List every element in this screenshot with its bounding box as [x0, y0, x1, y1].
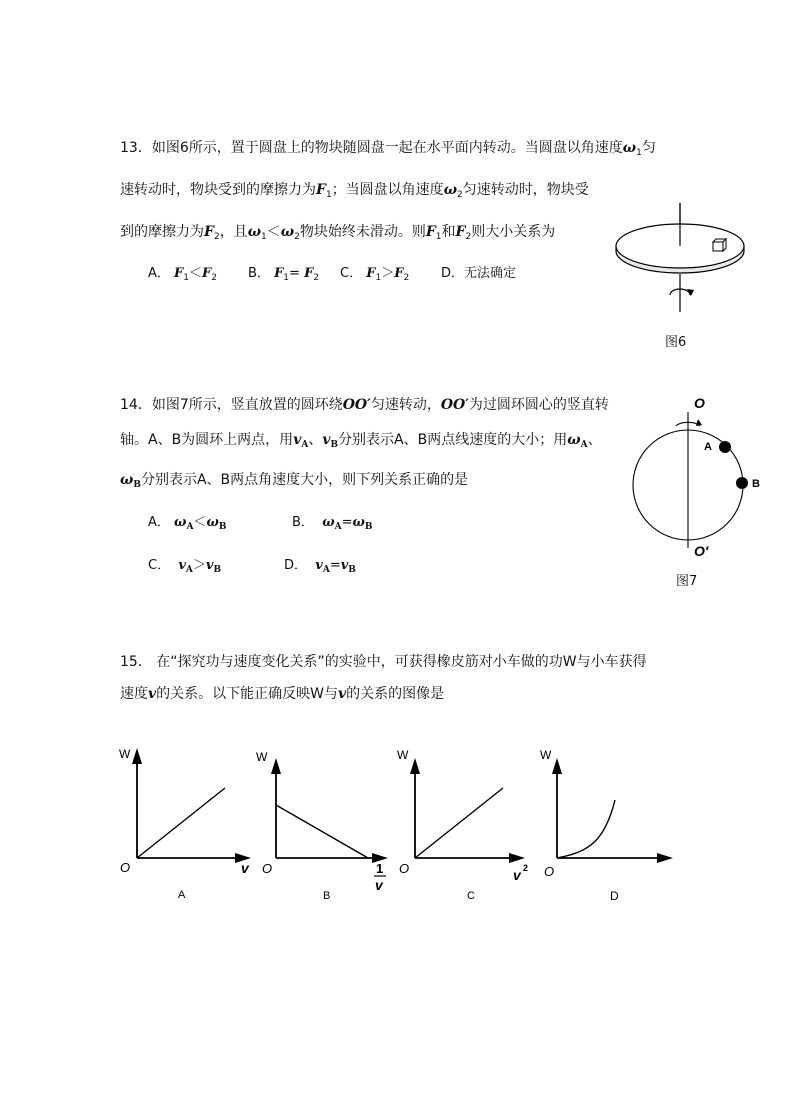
- subscript: B: [330, 440, 339, 450]
- omega-symbol: ω: [206, 515, 219, 530]
- option-label: B．: [248, 266, 270, 281]
- subscript: B: [133, 480, 141, 490]
- q14-option-a: [148, 513, 226, 537]
- subscript: A: [301, 440, 309, 450]
- velocity-symbol: v: [148, 686, 157, 702]
- graph-b: [252, 740, 402, 910]
- subscript: 1: [375, 273, 382, 283]
- subscript: A: [186, 522, 194, 532]
- subscript: B: [213, 565, 222, 575]
- greater-than: ＞: [192, 558, 206, 573]
- y-label: W: [540, 748, 552, 762]
- subscript: A: [322, 565, 330, 575]
- subscript: A: [334, 522, 342, 532]
- q14-text: 轴。A、B为圆环上两点，用: [120, 432, 294, 448]
- q15-text: 的关系的图像是: [346, 686, 445, 702]
- y-arrow-icon: [132, 748, 142, 764]
- graph-caption: B: [323, 890, 331, 902]
- origin-label: O: [262, 861, 273, 876]
- curve-line: [137, 788, 225, 858]
- label-o-prime: O′: [694, 543, 709, 559]
- subscript: 1: [636, 148, 642, 158]
- velocity-symbol: v: [340, 558, 349, 573]
- axis-symbol: OO′: [342, 397, 371, 413]
- curve-line: [557, 800, 615, 858]
- subscript: 2: [313, 273, 320, 283]
- graph-a: [115, 740, 265, 910]
- graph-c: [393, 740, 543, 910]
- omega-symbol: ω: [567, 432, 581, 448]
- subscript: 2: [211, 273, 217, 283]
- arrowhead-icon: [696, 419, 702, 426]
- force-symbol: F: [174, 266, 184, 281]
- y-arrow-icon: [271, 758, 281, 774]
- velocity-symbol: v: [293, 432, 302, 448]
- q14-text: 分别表示A、B两点线速度的大小；用: [338, 432, 568, 448]
- q13-line-2: [120, 180, 589, 205]
- omega-symbol: ω: [322, 515, 335, 530]
- equals: =: [289, 266, 300, 281]
- option-label: C．: [148, 558, 171, 573]
- subscript: A: [580, 440, 588, 450]
- q13-text: 匀: [641, 140, 656, 156]
- subscript: 2: [403, 273, 410, 283]
- q14-text: 匀速转动，: [370, 397, 441, 413]
- subscript: 1: [183, 273, 190, 283]
- q14-line-3: [120, 470, 468, 495]
- axis-symbol: OO′: [440, 397, 469, 413]
- velocity-symbol: v: [205, 558, 214, 573]
- omega-symbol: ω: [174, 515, 187, 530]
- graph-caption: A: [178, 889, 186, 901]
- y-label: W: [397, 748, 409, 762]
- q13-option-a: [148, 264, 217, 288]
- subscript: 1: [261, 232, 267, 242]
- point-a: [719, 441, 731, 453]
- subscript: B: [218, 522, 227, 532]
- less-than: ＜: [193, 515, 207, 530]
- label-o: O: [694, 395, 705, 411]
- q13-line-1: [120, 138, 656, 163]
- subscript: 1: [325, 190, 332, 200]
- option-label: A．: [148, 266, 170, 281]
- origin-label: O: [544, 864, 555, 879]
- q13-text: 13．如图6所示，置于圆盘上的物块随圆盘一起在水平面内转动。当圆盘以角速度: [120, 140, 623, 156]
- q14-line-2: [120, 430, 602, 455]
- force-symbol: F: [455, 224, 466, 240]
- option-label: B．: [292, 515, 314, 530]
- x-label: v: [513, 867, 521, 883]
- q14-option-d: [284, 556, 356, 580]
- q13-text: 匀速转动时，物块受: [462, 182, 589, 198]
- curve-line: [276, 805, 368, 858]
- x-label-exponent: 2: [523, 863, 529, 873]
- subscript: B: [348, 565, 356, 575]
- subscript: 2: [465, 232, 472, 242]
- less-than: ＜: [266, 224, 281, 240]
- q13-text: ；当圆盘以角速度: [331, 182, 444, 198]
- omega-symbol: ω: [280, 224, 295, 240]
- velocity-symbol: v: [337, 686, 347, 702]
- omega-symbol: ω: [352, 515, 365, 530]
- force-symbol: F: [202, 266, 212, 281]
- q13-text: 和: [441, 224, 456, 240]
- omega-symbol: ω: [443, 182, 458, 198]
- label-a: A: [704, 441, 712, 453]
- curve-line: [415, 788, 503, 858]
- q13-text: 物块始终未滑动。则: [299, 224, 426, 240]
- equals: =: [329, 558, 341, 573]
- q14-option-b: [292, 513, 372, 537]
- q13-line-3: [120, 222, 555, 247]
- q15-text: 的关系。以下能正确反映W与: [156, 686, 338, 702]
- arrowhead-icon: [687, 289, 694, 296]
- graph-caption: C: [467, 890, 475, 902]
- force-symbol: F: [425, 224, 436, 240]
- origin-label: O: [399, 861, 410, 876]
- q14-text: 为过圆环圆心的竖直转: [468, 397, 609, 413]
- q13-text: ，且: [219, 224, 248, 240]
- q13-text: 则大小关系为: [471, 224, 556, 240]
- subscript: 2: [457, 190, 463, 200]
- x-label-numerator: 1: [376, 861, 384, 876]
- omega-symbol: ω: [247, 224, 262, 240]
- separator: 、: [308, 432, 323, 448]
- figure-7-ring: [620, 390, 770, 570]
- option-label: D．无法确定: [441, 266, 517, 281]
- force-symbol: F: [394, 266, 404, 281]
- subscript: 2: [213, 232, 220, 242]
- greater-than: ＞: [381, 266, 395, 281]
- subscript: 1: [283, 273, 290, 283]
- y-label: W: [256, 750, 268, 764]
- force-symbol: F: [204, 224, 214, 240]
- subscript: 2: [294, 232, 300, 242]
- less-than: ＜: [189, 266, 203, 281]
- option-label: A．: [148, 515, 170, 530]
- q13-text: 到的摩擦力为: [120, 224, 204, 240]
- option-label: D．: [284, 558, 308, 573]
- graph-d: [535, 740, 685, 910]
- q15-line-1: 15． 在“探究功与速度变化关系”的实验中，可获得橡皮筋对小车做的功W与小车获得: [120, 654, 647, 670]
- subscript: 1: [435, 232, 442, 242]
- velocity-symbol: v: [322, 432, 331, 448]
- subscript: A: [185, 565, 193, 575]
- force-symbol: F: [316, 182, 326, 198]
- q14-text: 分别表示A、B两点角速度大小，则下列关系正确的是: [140, 472, 469, 488]
- omega-symbol: ω: [120, 472, 134, 488]
- q13-option-c: [340, 264, 409, 288]
- q14-option-c: [148, 556, 221, 580]
- y-label: W: [119, 747, 131, 761]
- graph-caption: D: [610, 889, 619, 903]
- q14-line-1: [120, 395, 609, 415]
- option-label: C．: [340, 266, 363, 281]
- q13-option-b: [248, 264, 319, 288]
- omega-symbol: ω: [622, 140, 637, 156]
- q14-text: 、: [587, 432, 602, 448]
- force-symbol: F: [366, 266, 376, 281]
- x-label-denominator: v: [375, 877, 383, 893]
- q13-option-d: [441, 264, 516, 284]
- q15-line-2: [120, 684, 444, 704]
- force-symbol: F: [304, 266, 314, 281]
- force-symbol: F: [274, 266, 284, 281]
- y-arrow-icon: [410, 758, 420, 774]
- velocity-symbol: v: [315, 558, 323, 573]
- q14-text: 14．如图7所示，竖直放置的圆环绕: [120, 397, 343, 413]
- figure-6-caption: 图6: [665, 335, 687, 350]
- equals: =: [341, 515, 353, 530]
- origin-label: O: [120, 860, 131, 875]
- x-arrow-icon: [657, 853, 673, 863]
- q15-text: 速度: [120, 686, 148, 702]
- velocity-symbol: v: [178, 558, 186, 573]
- q13-text: 速转动时，物块受到的摩擦力为: [120, 182, 316, 198]
- point-b: [736, 477, 748, 489]
- x-arrow-icon: [509, 853, 525, 863]
- y-arrow-icon: [552, 758, 562, 774]
- figure-7-caption: 图7: [676, 574, 698, 589]
- label-b: B: [752, 478, 760, 490]
- block-icon: [713, 239, 726, 251]
- x-label: v: [241, 860, 249, 876]
- figure-6-disc: [610, 200, 760, 350]
- subscript: B: [364, 522, 373, 532]
